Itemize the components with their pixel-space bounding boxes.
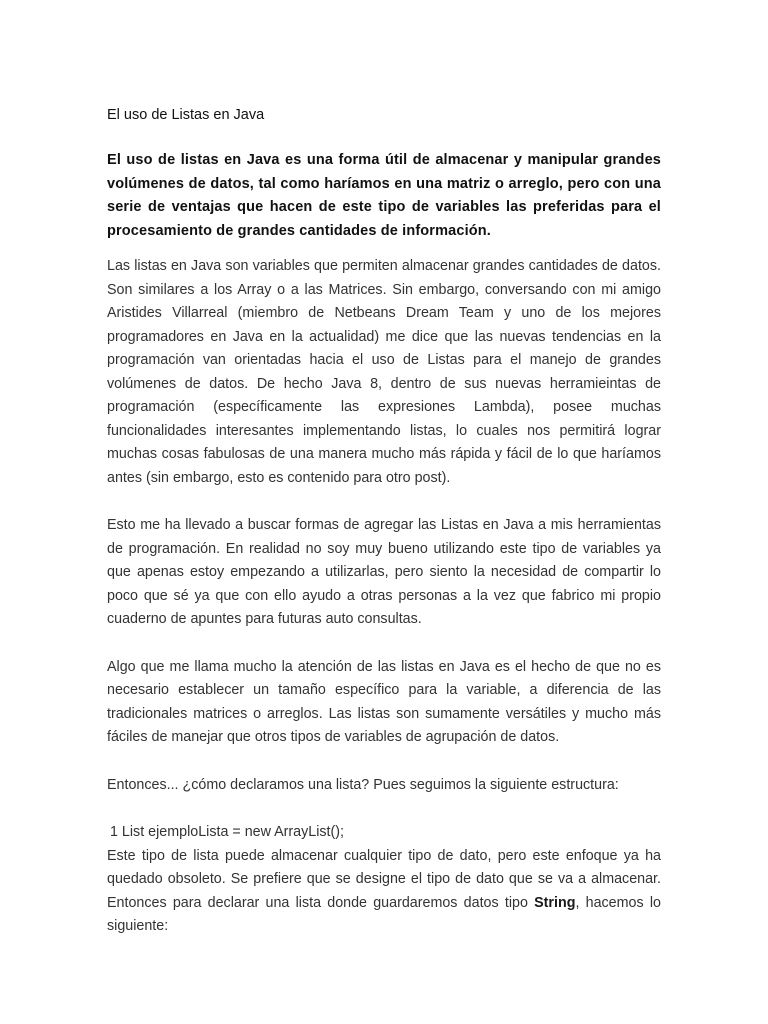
- document-page: [107, 104, 661, 939]
- document-title: El uso de Listas en Java: [107, 107, 265, 123]
- paragraph-2: Esto me ha llevado a buscar formas de agregar las Listas en Java a mis herramientas de programación. En realidad no soy muy bueno utilizando este tipo de variables ya que apenas estoy empezando a utilizarlas, pero siento la necesidad de compartir lo poco que sé ya que con ello ayudo a otras personas a la vez que fabrico mi propio cuaderno de apuntes para futuras auto consultas.: [107, 517, 661, 627]
- paragraph-5-text-before: Este tipo de lista puede almacenar cualquier tipo de dato, pero este enfoque ya ha quedado obsoleto. Se prefiere que se designe el tipo de dato que se va a almacenar. Entonces para declarar una lista donde guardaremos datos tipo: [107, 847, 661, 911]
- paragraph-3: Algo que me llama mucho la atención de las listas en Java es el hecho de que no es necesario establecer un tamaño específico para la variable, a diferencia de las tradicionales matrices o arreglos. Las listas son sumamente versátiles y mucho más fáciles de manejar que otros tipos de variables de agrupación de datos.: [107, 658, 661, 745]
- paragraph-5: [107, 845, 661, 939]
- code-line: 1 List ejemploLista = new ArrayList();: [110, 824, 345, 840]
- paragraph-4: Entonces... ¿cómo declaramos una lista? Pues seguimos la siguiente estructura:: [107, 776, 619, 793]
- lead-paragraph: El uso de listas en Java es una forma útil de almacenar y manipular grandes volúmenes de datos, tal como haríamos en una matriz o arreglo, pero con una serie de ventajas que hacen de este tipo de variables las preferidas para el procesamiento de grandes cantidades de información.: [107, 152, 661, 239]
- paragraph-5-bold-type: String: [534, 894, 576, 911]
- paragraph-5-text-after: , hacemos lo siguiente:: [107, 894, 661, 934]
- paragraph-1: Las listas en Java son variables que permiten almacenar grandes cantidades de datos. Son similares a los Array o a las Matrices. Sin embargo, conversando con mi amigo Aristides Villarreal (miembro de Netbeans Dream Team y uno de los mejores programadores en Java en la actualidad) me dice que las nuevas tendencias en la programación van orientadas hacia el uso de Listas para el manejo de grandes volúmenes de datos. De hecho Java 8, dentro de sus nuevas herramieintas de programación (específicamente las expresiones Lambda), posee muchas funcionalidades interesantes implementando listas, lo cuales nos permitirá lograr muchas cosas fabulosas de una manera mucho más rápida y fácil de lo que haríamos antes (sin embargo, esto es contenido para otro post).: [107, 258, 661, 486]
